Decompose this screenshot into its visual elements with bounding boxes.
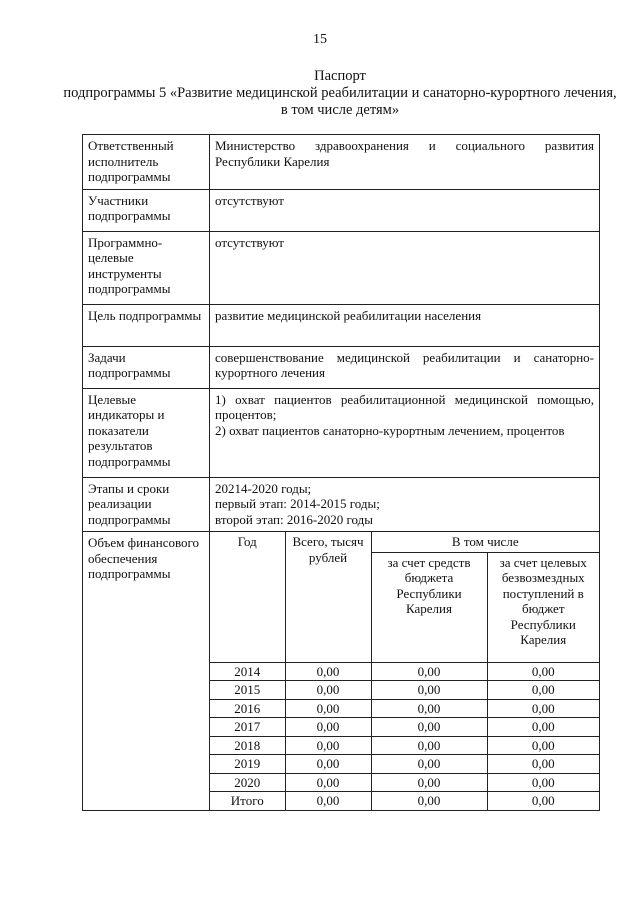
finance-header-row-1 — [210, 532, 599, 552]
row-participants — [83, 189, 600, 231]
finance-budget: 0,00 — [371, 718, 487, 737]
passport-table — [82, 134, 600, 811]
row-finance — [83, 532, 600, 811]
indicators-value — [210, 388, 600, 477]
finance-total: 0,00 — [285, 662, 371, 681]
finance-total: 0,00 — [285, 755, 371, 774]
finance-grants: 0,00 — [487, 792, 599, 810]
finance-header-budget: за счет средств бюджета Республики Карелия — [371, 552, 487, 662]
finance-row — [210, 699, 599, 718]
finance-year: 2020 — [210, 773, 285, 792]
finance-total: 0,00 — [285, 736, 371, 755]
finance-year: 2019 — [210, 755, 285, 774]
finance-year: 2014 — [210, 662, 285, 681]
finance-grants: 0,00 — [487, 699, 599, 718]
stages-value — [210, 477, 600, 532]
finance-row — [210, 681, 599, 700]
title-line-1: Паспорт — [314, 68, 366, 84]
row-stages — [83, 477, 600, 532]
finance-budget: 0,00 — [371, 662, 487, 681]
finance-year: 2016 — [210, 699, 285, 718]
tasks-value: совершенствование медицинской реабилитации и санаторно-курортного лечения — [210, 346, 600, 388]
finance-total-row — [210, 792, 599, 810]
participants-label: Участники подпрограммы — [83, 189, 210, 231]
finance-label: Объем финансового обеспечения подпрограммы — [83, 532, 210, 811]
executor-label: Ответственный исполнитель подпрограммы — [83, 135, 210, 190]
finance-budget: 0,00 — [371, 736, 487, 755]
row-goal — [83, 304, 600, 346]
finance-total: 0,00 — [285, 681, 371, 700]
finance-grants: 0,00 — [487, 681, 599, 700]
finance-row — [210, 736, 599, 755]
row-instruments — [83, 231, 600, 304]
goal-label: Цель подпрограммы — [83, 304, 210, 346]
instruments-value: отсутствуют — [210, 231, 600, 304]
indicator-item-2: 2) охват пациентов санаторно-курортным лечением, процентов — [215, 422, 565, 438]
indicator-item-1: 1) охват пациентов реабилитационной медицинской помощью, процентов; — [215, 391, 594, 422]
row-tasks — [83, 346, 600, 388]
finance-header-total: Всего, тысяч рублей — [285, 532, 371, 662]
finance-grants: 0,00 — [487, 773, 599, 792]
participants-value: отсутствуют — [210, 189, 600, 231]
finance-year: 2015 — [210, 681, 285, 700]
page-title — [60, 68, 620, 119]
stages-line-3: второй этап: 2016-2020 годы — [215, 511, 373, 527]
finance-budget: 0,00 — [371, 681, 487, 700]
finance-row — [210, 773, 599, 792]
goal-value: развитие медицинской реабилитации населения — [210, 304, 600, 346]
finance-budget: 0,00 — [371, 699, 487, 718]
row-executor — [83, 135, 600, 190]
finance-year: 2018 — [210, 736, 285, 755]
stages-line-2: первый этап: 2014-2015 годы; — [215, 496, 380, 511]
stages-label: Этапы и сроки реализации подпрограммы — [83, 477, 210, 532]
finance-header-grants: за счет целевых безвозмездных поступлений в бюджет Республики Карелия — [487, 552, 599, 662]
finance-budget: 0,00 — [371, 755, 487, 774]
finance-year: Итого — [210, 792, 285, 810]
finance-total: 0,00 — [285, 699, 371, 718]
finance-grants: 0,00 — [487, 718, 599, 737]
finance-grants: 0,00 — [487, 736, 599, 755]
tasks-label: Задачи подпрограммы — [83, 346, 210, 388]
title-line-2: подпрограммы 5 «Развитие медицинской реабилитации и санаторно-курортного лечения, в том числе детям» — [63, 85, 617, 118]
finance-header-including: В том числе — [371, 532, 599, 552]
finance-table — [210, 532, 599, 810]
indicators-label: Целевые индикаторы и показатели результатов подпрограммы — [83, 388, 210, 477]
finance-budget: 0,00 — [371, 792, 487, 810]
finance-row — [210, 755, 599, 774]
page-number: 15 — [313, 32, 327, 47]
finance-total: 0,00 — [285, 792, 371, 810]
finance-year: 2017 — [210, 718, 285, 737]
finance-total: 0,00 — [285, 773, 371, 792]
finance-budget: 0,00 — [371, 773, 487, 792]
stages-line-1: 20214-2020 годы; — [215, 480, 312, 496]
finance-row — [210, 662, 599, 681]
finance-grants: 0,00 — [487, 662, 599, 681]
executor-value: Министерство здравоохранения и социального развития Республики Карелия — [210, 135, 600, 190]
finance-row — [210, 718, 599, 737]
finance-grants: 0,00 — [487, 755, 599, 774]
instruments-label: Программно-целевые инструменты подпрограммы — [83, 231, 210, 304]
finance-total: 0,00 — [285, 718, 371, 737]
finance-cell — [210, 532, 600, 811]
row-indicators — [83, 388, 600, 477]
finance-header-year: Год — [210, 532, 285, 662]
